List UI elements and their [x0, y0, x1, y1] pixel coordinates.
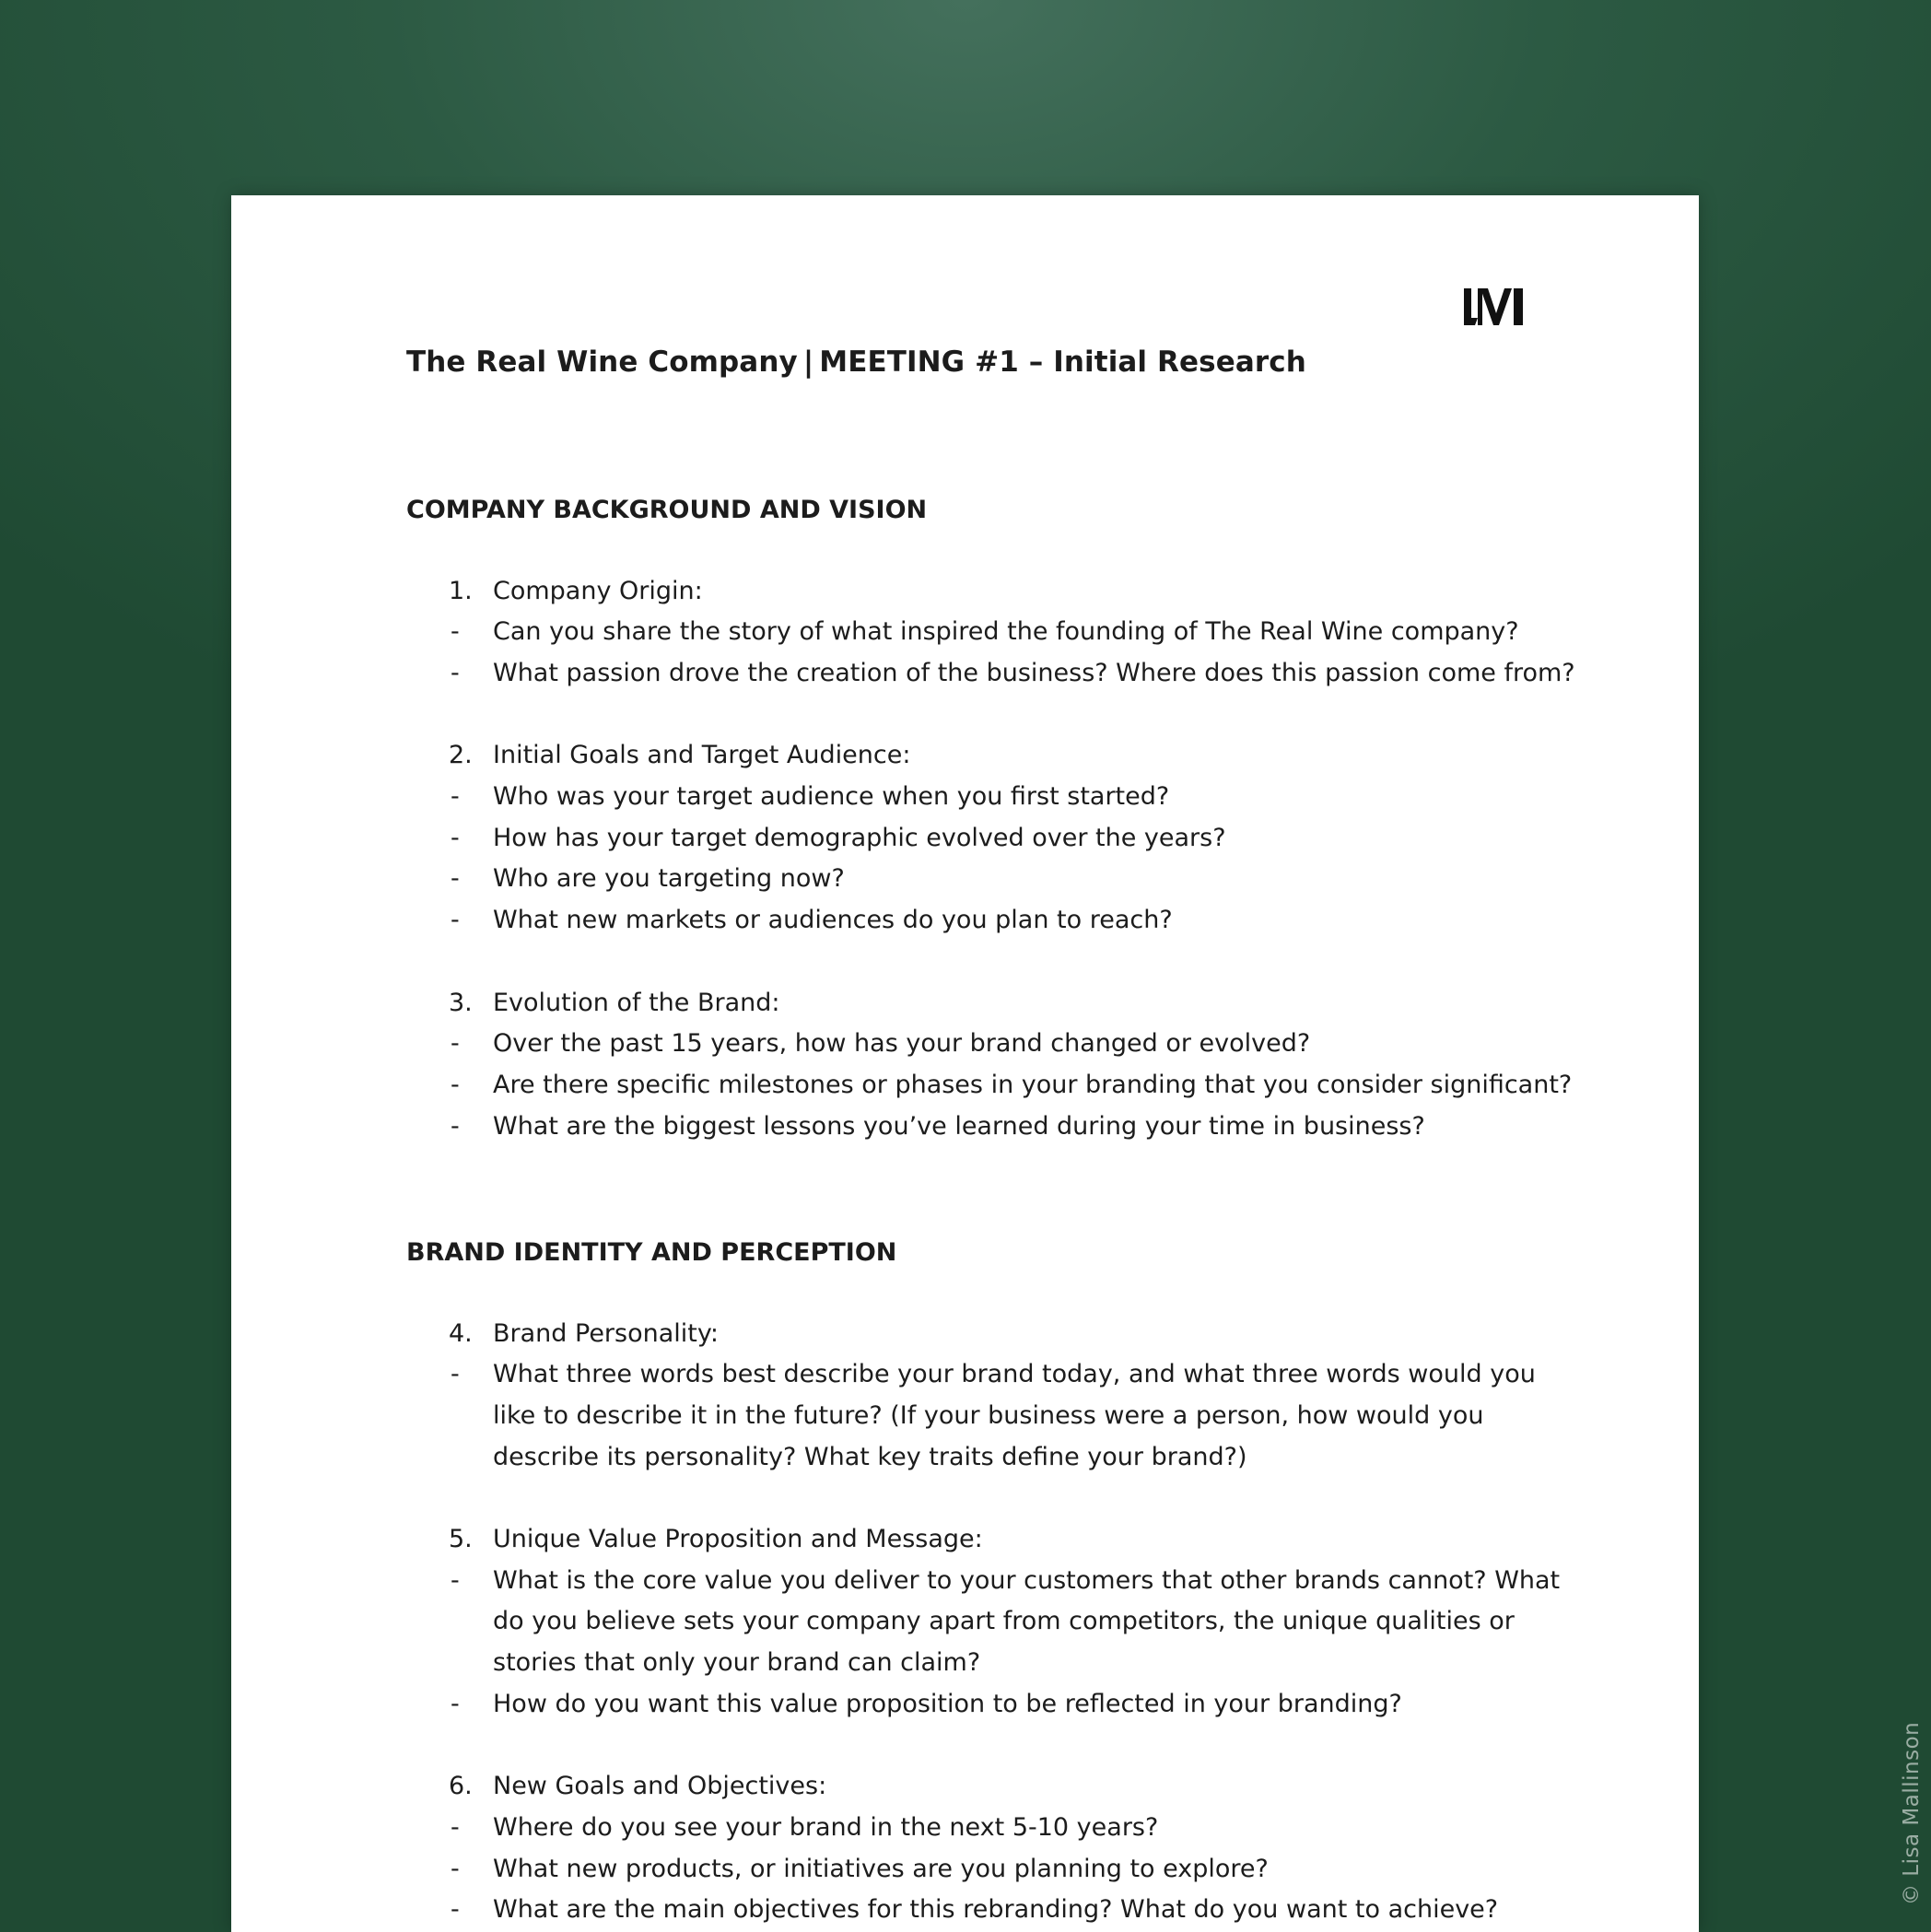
bullet-text: Who are you targeting now?: [493, 864, 845, 894]
bullet-text: How has your target demographic evolved over the years?: [493, 823, 1226, 852]
copyright-watermark: © Lisa Mallinson: [1900, 1721, 1924, 1905]
bullet-text-continuation: do you believe sets your company apart from competitors, the unique qualities or: [493, 1607, 1515, 1636]
item-number: 6.: [449, 1772, 473, 1801]
bullet-dash: -: [451, 1895, 460, 1925]
bullet-text: Where do you see your brand in the next 5-10 years?: [493, 1812, 1159, 1842]
bullet-text: What three words best describe your brand today, and what three words would you: [493, 1360, 1536, 1389]
title-separator: |: [802, 345, 814, 379]
document-page: [231, 195, 1699, 1932]
bullet-text-continuation: stories that only your brand can claim?: [493, 1648, 981, 1678]
bullet-text: Over the past 15 years, how has your brand changed or evolved?: [493, 1029, 1311, 1059]
bullet-text: What are the biggest lessons you’ve learned during your time in business?: [493, 1111, 1425, 1141]
bullet-dash: -: [451, 906, 460, 935]
bullet-text: Who was your target audience when you first started?: [493, 782, 1170, 811]
bullet-text: What passion drove the creation of the business? Where does this passion come from?: [493, 658, 1575, 687]
item-number: 1.: [449, 576, 473, 605]
bullet-text: Can you share the story of what inspired the founding of The Real Wine company?: [493, 617, 1519, 647]
bullet-text: What are the main objectives for this rebranding? What do you want to achieve?: [493, 1895, 1499, 1925]
bullet-dash: -: [451, 617, 460, 647]
item-number: 2.: [449, 741, 473, 770]
item-number: 3.: [449, 988, 473, 1017]
bullet-dash: -: [451, 1111, 460, 1141]
bullet-text: What is the core value you deliver to your customers that other brands cannot? What: [493, 1565, 1561, 1595]
item-title: Unique Value Proposition and Message:: [493, 1525, 983, 1553]
title-meeting: MEETING #1 – Initial Research: [819, 345, 1306, 379]
bullet-dash: -: [451, 864, 460, 894]
bullet-dash: -: [451, 1565, 460, 1595]
item-title: Brand Personality:: [493, 1318, 719, 1348]
item-number: 5.: [449, 1525, 473, 1553]
item-title: Company Origin:: [493, 576, 703, 605]
lm-logo: [1462, 286, 1527, 328]
bullet-text: How do you want this value proposition to be reflected in your branding?: [493, 1689, 1402, 1718]
bullet-dash: -: [451, 1070, 460, 1099]
document-title: [406, 345, 1306, 379]
bullet-text-continuation: like to describe it in the future? (If your business were a person, how would you: [493, 1400, 1484, 1430]
bullet-dash: -: [451, 658, 460, 687]
item-title: Initial Goals and Target Audience:: [493, 741, 911, 770]
item-title: Evolution of the Brand:: [493, 988, 780, 1017]
item-number: 4.: [449, 1318, 473, 1348]
section-heading: BRAND IDENTITY AND PERCEPTION: [406, 1238, 897, 1267]
bullet-text: What new markets or audiences do you plan to reach?: [493, 906, 1173, 935]
bullet-dash: -: [451, 1854, 460, 1883]
title-company: The Real Wine Company: [406, 345, 798, 379]
bullet-dash: -: [451, 823, 460, 852]
bullet-text-continuation: describe its personality? What key traits define your brand?): [493, 1442, 1247, 1471]
item-title: New Goals and Objectives:: [493, 1772, 827, 1801]
bullet-text: What new products, or initiatives are you planning to explore?: [493, 1854, 1269, 1883]
bullet-dash: -: [451, 1029, 460, 1059]
bullet-dash: -: [451, 1812, 460, 1842]
bullet-dash: -: [451, 782, 460, 811]
bullet-dash: -: [451, 1689, 460, 1718]
bullet-dash: -: [451, 1360, 460, 1389]
bullet-text: Are there specific milestones or phases in your branding that you consider significant?: [493, 1070, 1573, 1099]
section-heading: COMPANY BACKGROUND AND VISION: [406, 496, 928, 524]
